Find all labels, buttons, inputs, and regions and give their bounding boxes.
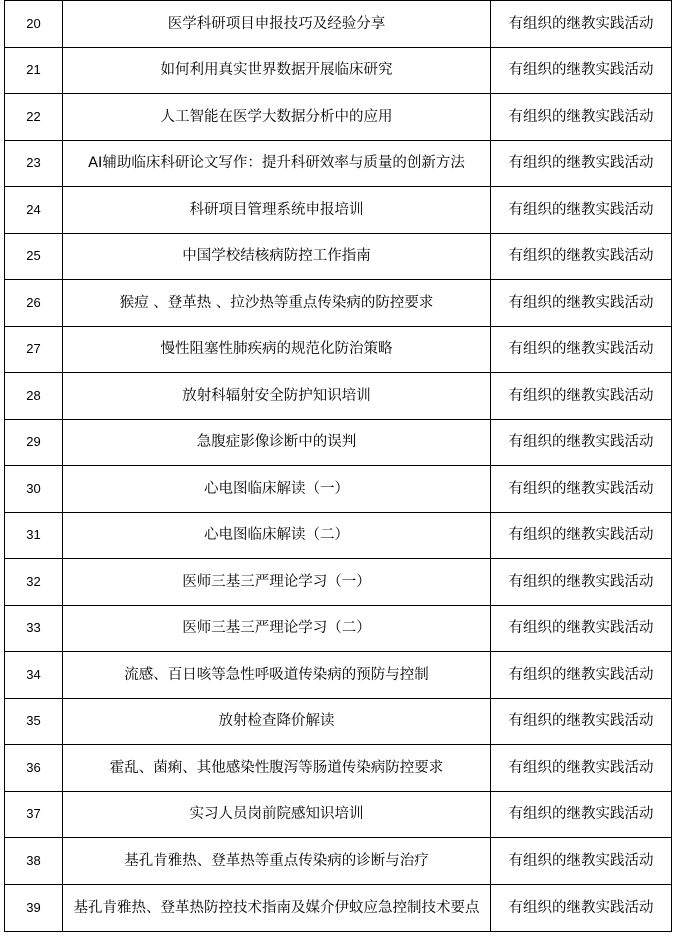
course-title: 人工智能在医学大数据分析中的应用 [63, 94, 491, 141]
table-row [5, 326, 672, 373]
course-title: 放射科辐射安全防护知识培训 [63, 373, 491, 420]
row-number: 24 [5, 187, 63, 234]
row-number: 22 [5, 94, 63, 141]
activity-category: 有组织的继教实践活动 [491, 884, 672, 931]
row-number: 27 [5, 326, 63, 373]
course-title: 如何利用真实世界数据开展临床研究 [63, 47, 491, 94]
activity-category: 有组织的继教实践活动 [491, 791, 672, 838]
course-title: 慢性阻塞性肺疾病的规范化防治策略 [63, 326, 491, 373]
course-title: AI辅助临床科研论文写作：提升科研效率与质量的创新方法 [63, 140, 491, 187]
activity-category: 有组织的继教实践活动 [491, 140, 672, 187]
row-number: 23 [5, 140, 63, 187]
course-title: 急腹症影像诊断中的误判 [63, 419, 491, 466]
table-row [5, 559, 672, 606]
activity-category: 有组织的继教实践活动 [491, 838, 672, 885]
row-number: 39 [5, 884, 63, 931]
table-row [5, 47, 672, 94]
row-number: 30 [5, 466, 63, 513]
activity-category: 有组织的继教实践活动 [491, 512, 672, 559]
course-title: 基孔肯雅热、登革热等重点传染病的诊断与治疗 [63, 838, 491, 885]
course-title: 医师三基三严理论学习（二） [63, 605, 491, 652]
table-row [5, 1, 672, 48]
table-row [5, 94, 672, 141]
course-title: 放射检查降价解读 [63, 698, 491, 745]
table-body [5, 1, 672, 932]
course-title: 医师三基三严理论学习（一） [63, 559, 491, 606]
activity-category: 有组织的继教实践活动 [491, 745, 672, 792]
row-number: 38 [5, 838, 63, 885]
activity-category: 有组织的继教实践活动 [491, 47, 672, 94]
row-number: 33 [5, 605, 63, 652]
activity-category: 有组织的继教实践活动 [491, 280, 672, 327]
row-number: 36 [5, 745, 63, 792]
row-number: 31 [5, 512, 63, 559]
table-row [5, 884, 672, 931]
table-row [5, 838, 672, 885]
table-row [5, 187, 672, 234]
table-row [5, 652, 672, 699]
row-number: 28 [5, 373, 63, 420]
course-title: 医学科研项目申报技巧及经验分享 [63, 1, 491, 48]
activity-category: 有组织的继教实践活动 [491, 652, 672, 699]
course-title: 中国学校结核病防控工作指南 [63, 233, 491, 280]
course-title: 心电图临床解读（一） [63, 466, 491, 513]
row-number: 34 [5, 652, 63, 699]
activity-category: 有组织的继教实践活动 [491, 1, 672, 48]
row-number: 21 [5, 47, 63, 94]
activity-category: 有组织的继教实践活动 [491, 187, 672, 234]
training-table [4, 0, 672, 932]
table-row [5, 466, 672, 513]
activity-category: 有组织的继教实践活动 [491, 94, 672, 141]
activity-category: 有组织的继教实践活动 [491, 698, 672, 745]
row-number: 25 [5, 233, 63, 280]
table-row [5, 233, 672, 280]
table-row [5, 745, 672, 792]
activity-category: 有组织的继教实践活动 [491, 326, 672, 373]
course-title: 科研项目管理系统申报培训 [63, 187, 491, 234]
activity-category: 有组织的继教实践活动 [491, 559, 672, 606]
course-title: 实习人员岗前院感知识培训 [63, 791, 491, 838]
row-number: 32 [5, 559, 63, 606]
table-row [5, 512, 672, 559]
course-title: 基孔肯雅热、登革热防控技术指南及媒介伊蚊应急控制技术要点 [63, 884, 491, 931]
table-row [5, 419, 672, 466]
activity-category: 有组织的继教实践活动 [491, 466, 672, 513]
table-row [5, 280, 672, 327]
table-row [5, 791, 672, 838]
table-row [5, 373, 672, 420]
row-number: 26 [5, 280, 63, 327]
course-title: 霍乱、菌痢、其他感染性腹泻等肠道传染病防控要求 [63, 745, 491, 792]
table-row [5, 140, 672, 187]
table-row [5, 605, 672, 652]
table-row [5, 698, 672, 745]
course-title: 猴痘 、登革热 、拉沙热等重点传染病的防控要求 [63, 280, 491, 327]
row-number: 35 [5, 698, 63, 745]
activity-category: 有组织的继教实践活动 [491, 233, 672, 280]
activity-category: 有组织的继教实践活动 [491, 605, 672, 652]
course-title: 流感、百日咳等急性呼吸道传染病的预防与控制 [63, 652, 491, 699]
activity-category: 有组织的继教实践活动 [491, 373, 672, 420]
row-number: 20 [5, 1, 63, 48]
row-number: 37 [5, 791, 63, 838]
row-number: 29 [5, 419, 63, 466]
activity-category: 有组织的继教实践活动 [491, 419, 672, 466]
course-title: 心电图临床解读（二） [63, 512, 491, 559]
